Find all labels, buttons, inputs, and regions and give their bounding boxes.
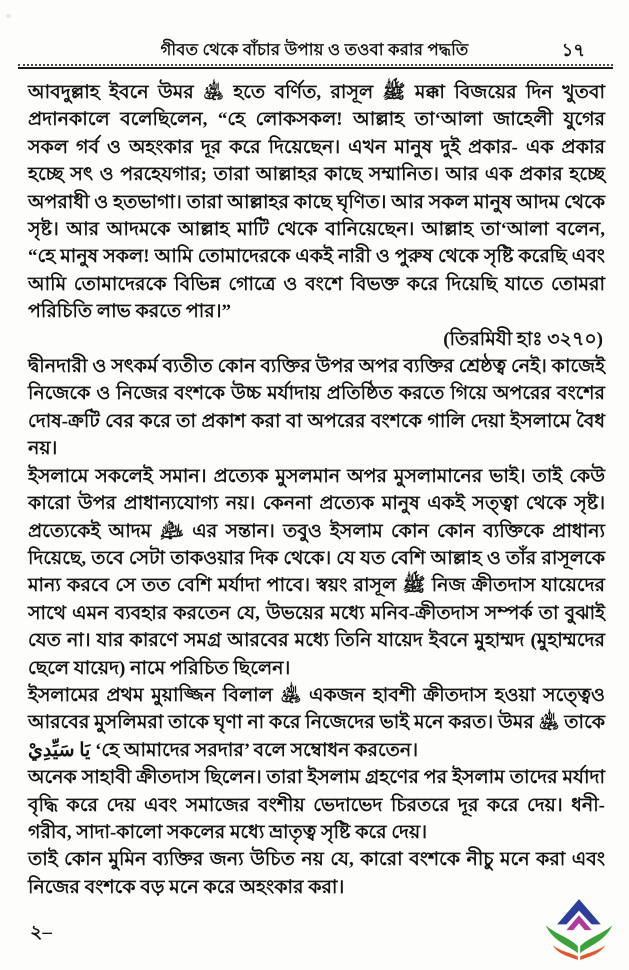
running-title: গীবত থেকে বাঁচার উপায় ও তওবা করার পদ্ধতি [160,40,469,59]
header-row [22,37,607,60]
paragraph-deendari: দ্বীনদারী ও সৎকর্ম ব্যতীত কোন ব্যক্তির উপর অপর ব্যক্তির শ্রেষ্ঠত্ব নেই। কাজেই নিজেকে ও নিজের বংশকে উচ্চ মর্যাদায় প্রতিষ্ঠিত করতে গিয়ে অপরের বংশের দোষ-ক্রটি বের করে তা প্রকাশ করা বা অপরের বংশকে গালি দেয়া ইসলামে বৈধ নয়। [28,356,605,460]
open-book-publisher-logo-icon [543,898,615,960]
paragraph-bilal-muazzin: ইসলামের প্রথম মুয়াজ্জিন বিলাল ﵁ একজন হাবশী ক্রীতদাস হওয়া সত্ত্বেও আরবের মুসলিমরা তাকে ঘৃণা না করে নিজেদের ভাই মনে করত। উমর ﵁ তাকে يَا سَيِّدِيْ ‘হে আমাদের সরদার’ বলে সম্বোধন করতেন। [28,684,605,761]
signature-page-mark: ২– [30,922,52,943]
page-header [0,0,629,69]
solid-rule [18,67,613,69]
paragraph-hadith-umar: আবদুল্লাহ ইবনে উমর ﵁ হতে বর্ণিত, রাসূল ﷺ মক্কা বিজয়ের দিন খুতবা প্রদানকালে বলেছিলেন, “হে লোকসকল! আল্লাহ তা‘আলা জাহেলী যুগের সকল গর্ব ও অহংকার দূর করে দিয়েছেন। এখন মানুষ দুই প্রকার- এক প্রকার হচ্ছে সৎ ও পরহেযগার; তারা আল্লাহর কাছে সম্মানিত। আর এক প্রকার হচ্ছে অপরাধী ও হতভাগা। তারা আল্লাহর কাছে ঘৃণিত। আর সকল মানুষ আদম থেকে সৃষ্ট। আর আদমকে আল্লাহ মাটি থেকে বানিয়েছেন। আল্লাহ তা‘আলা বলেন, “হে মানুষ সকল! আমি তোমাদেরকে একই নারী ও পুরুষ থেকে সৃষ্টি করেছি এবং আমি তোমাদেরকে বিভিন্ন গোত্রে ও বংশে বিভক্ত করে দিয়েছি যাতে তোমরা পরিচিতি লাভ করতে পার।” [28,82,605,323]
page-number: ১৭ [561,40,585,60]
paragraph-sahabi-slaves: অনেক সাহাবী ক্রীতদাস ছিলেন। তারা ইসলাম গ্রহণের পর ইসলাম তাদের মর্যাদা বৃদ্ধি করে দেয় এবং সমাজের বংশীয় ভেদাভেদ চিরতরে দূর করে দেয়। ধনী-গরীব, সাদা-কালো সকলের মধ্যে ভ্রাতৃত্ব সৃষ্টি করে দেয়। [28,767,605,843]
paragraph-conclusion: তাই কোন মুমিন ব্যক্তির জন্য উচিত নয় যে, কারো বংশকে নীচু মনে করা এবং নিজের বংশকে বড় মনে করে অহংকার করা। [28,849,605,898]
page-footer [30,898,615,960]
paragraph-equality-in-islam: ইসলামে সকলেই সমান। প্রত্যেক মুসলমান অপর মুসলামানের ভাই। তাই কেউ কারো উপর প্রাধান্যযোগ্য নয়। কেননা প্রত্যেক মানুষ একই সত্ত্বা থেকে সৃষ্ট। প্রত্যেকেই আদম ﵇ এর সন্তান। তবুও ইসলাম কোন কোন ব্যক্তিকে প্রাধান্য দিয়েছে, তবে সেটা তাকওয়ার দিক থেকে। যে যত বেশি আল্লাহ ও তাঁর রাসূলকে মান্য করবে সে তত বেশি মর্যাদা পাবে। স্বয়ং রাসূল ﷺ নিজ ক্রীতদাস যায়েদের সাথে এমন ব্যবহার করতেন যে, উভয়ের মধ্যে মনিব-ক্রীতদাস সম্পর্ক তা বুঝাই যেত না। যার কারণে সমগ্র আরবের মধ্যে তিনি যায়েদ ইবনে মুহাম্মদ (মুহাম্মদের ছেলে যায়েদ) নামে পরিচিত ছিলেন। [28,465,605,679]
page-body [28,79,605,901]
hadith-reference: (তিরমিযী হাঃ ৩২৭০) [443,328,603,350]
